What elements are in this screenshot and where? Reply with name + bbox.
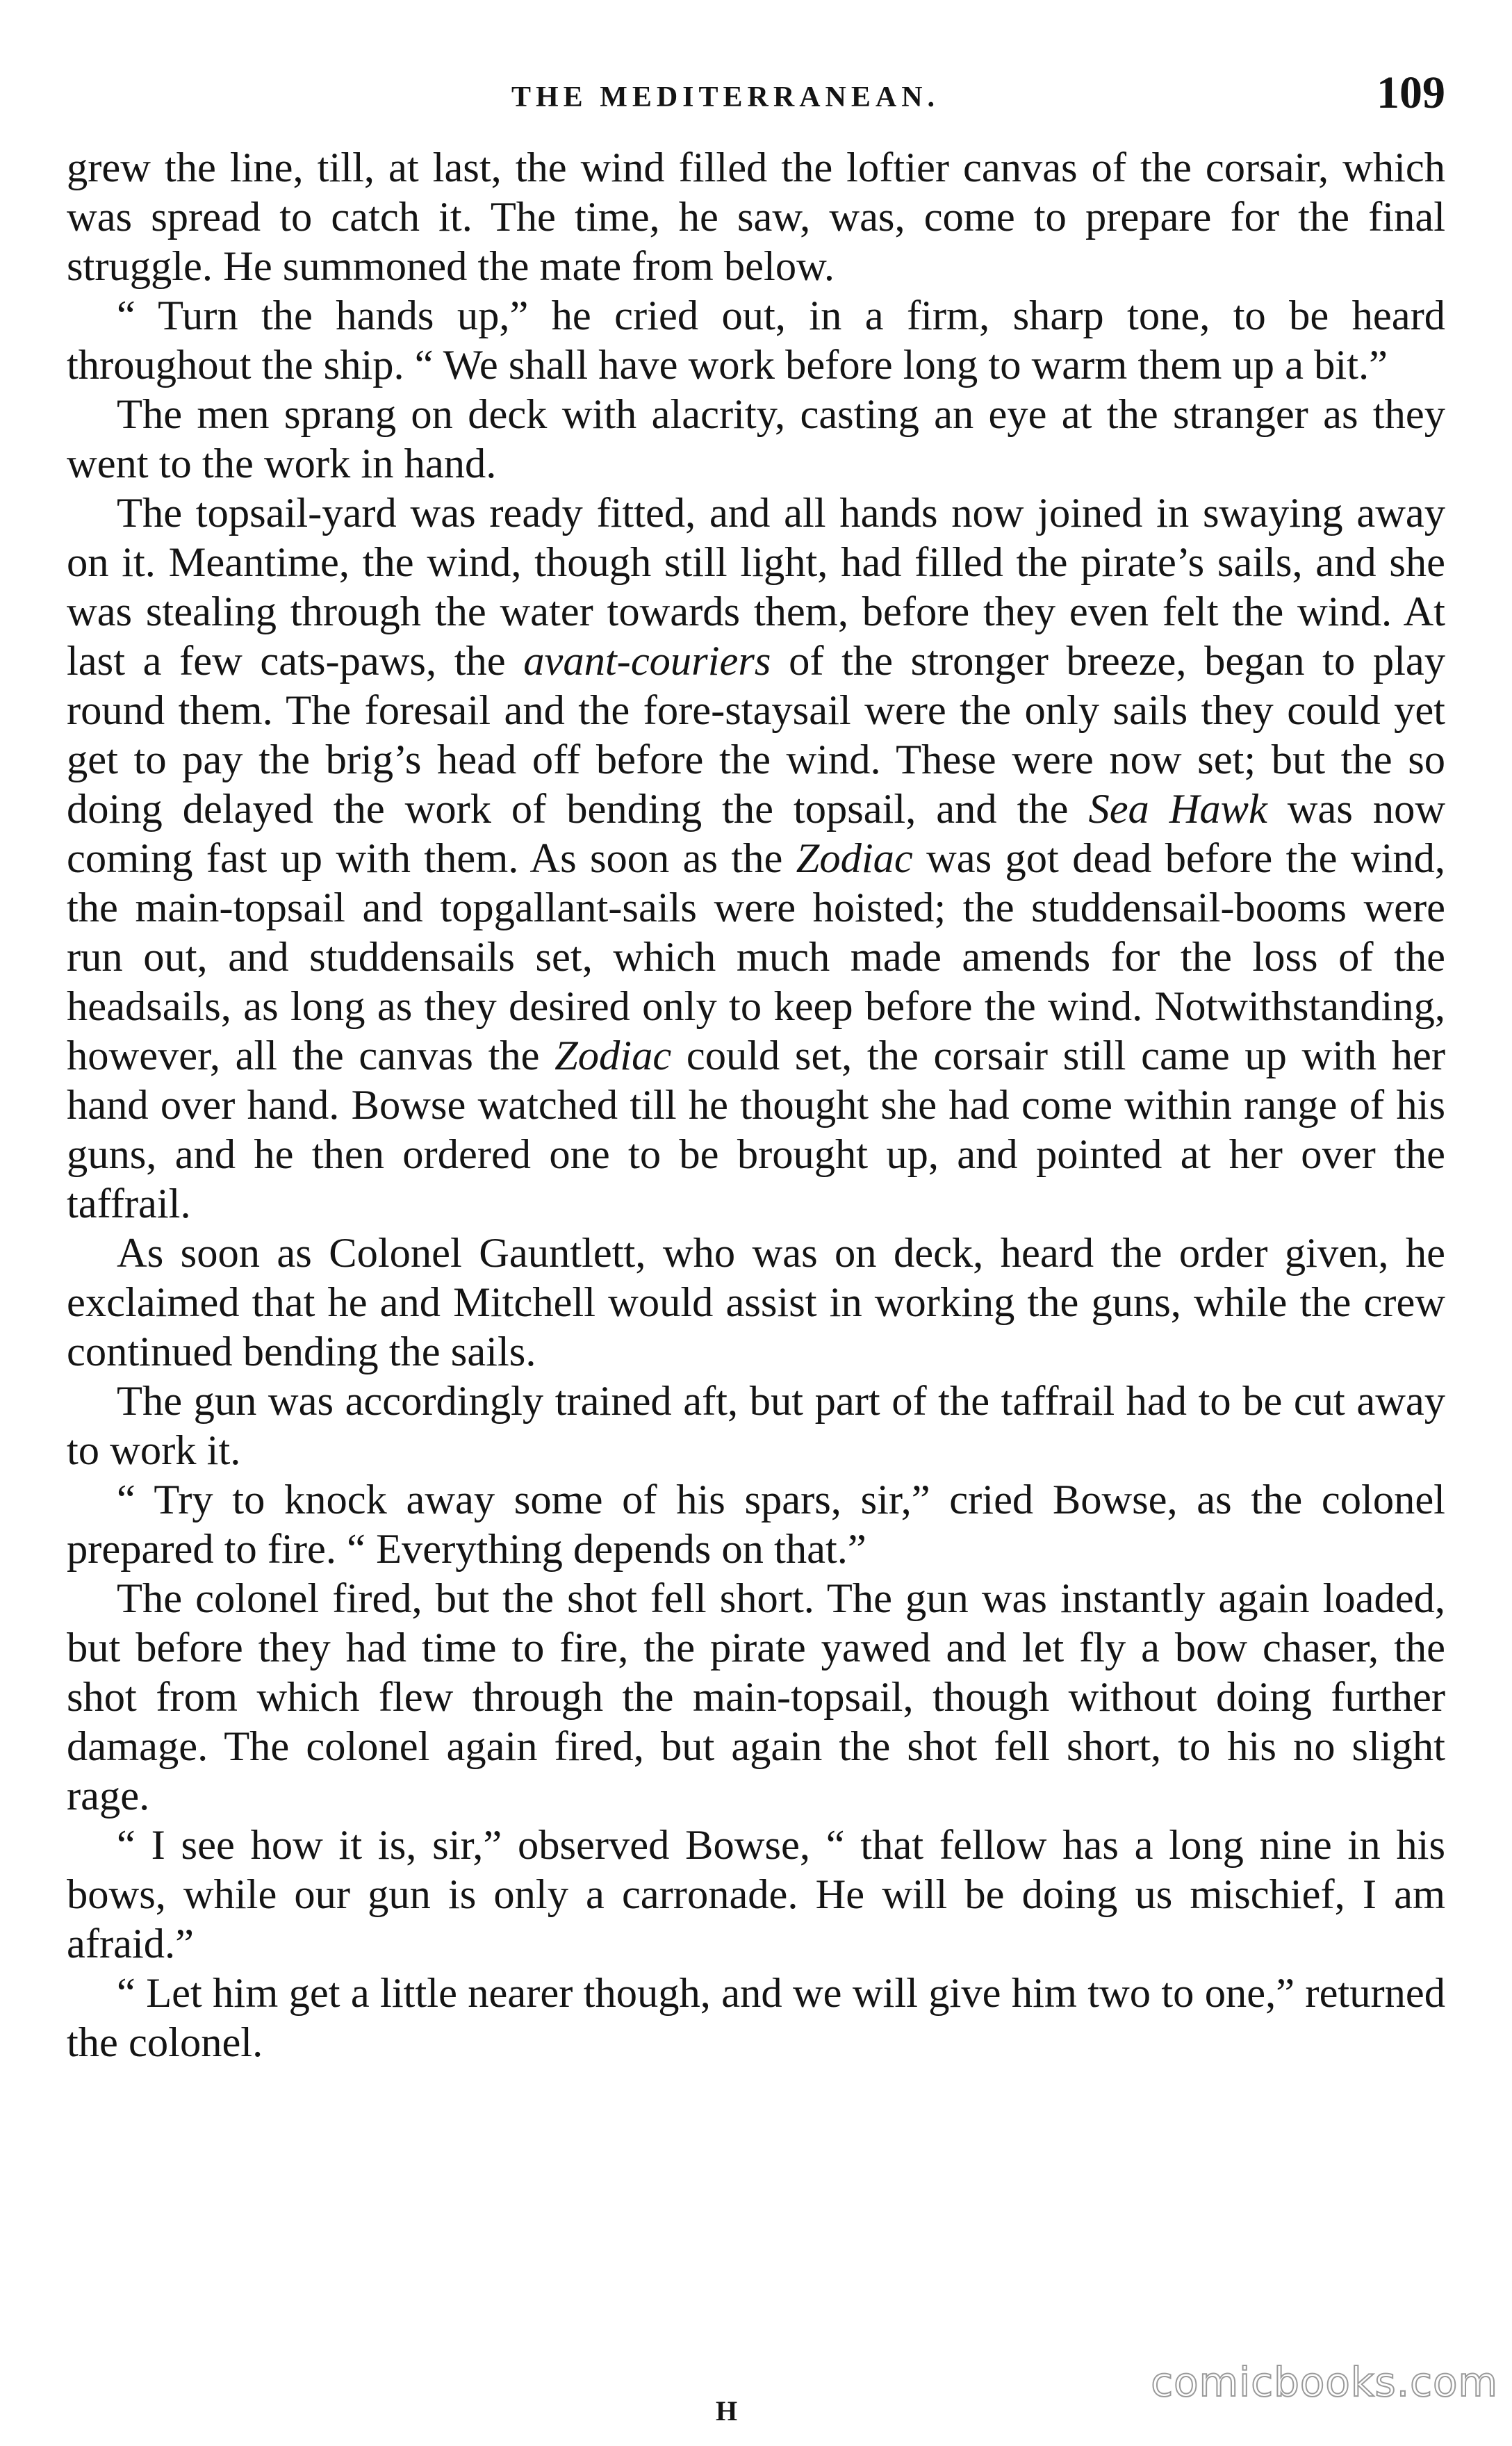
text-run: “ Let him get a little nearer though, and we will give him two to one,” returned the colonel. (67, 1970, 1445, 2066)
text-run: “ Turn the hands up,” he cried out, in a firm, sharp tone, to be heard throughout the ship. “ We shall have work before long to warm them up a bit.” (67, 293, 1445, 388)
text-run: The gun was accordingly trained aft, but part of the taffrail had to be cut away to work it. (67, 1378, 1445, 1474)
italic-text-run: Zodiac (554, 1033, 672, 1079)
text-run: “ Try to knock away some of his spars, sir,” cried Bowse, as the colonel prepared to fire. “ Everything depends on that.” (67, 1477, 1445, 1573)
text-run: “ I see how it is, sir,” observed Bowse, “ that fellow has a long nine in his bows, while our gun is only a carronade. He will be doing us mischief, I am afraid.” (67, 1822, 1445, 1967)
text-run: grew the line, till, at last, the wind filled the loftier canvas of the corsair, which was spread to catch it. The time, he saw, was, come to prepare for the final struggle. He summoned the mate from below. (67, 145, 1445, 290)
text-run: of the stronger breeze, began to play round them. The foresail and the fore-staysail were the only sails they could yet get to pay the brig’s head off before the wind. These were now set; but the so doing delayed the work of bending the topsail, and the (67, 638, 1446, 832)
running-head (67, 67, 1445, 129)
text-run: was got dead before the wind, the main-topsail and topgallant-sails were hoisted; the studdensail-booms were run out, and studdensails set, which much made amends for the loss of the headsails, as long as they desired only to keep before the wind. Notwithstanding, however, all the canvas the (67, 835, 1445, 1079)
body-text (67, 143, 1445, 2067)
italic-text-run: avant-couriers (523, 638, 771, 684)
text-run: The men sprang on deck with alacrity, casting an eye at the stranger as they went to the work in hand. (67, 391, 1445, 487)
paragraph (67, 1229, 1445, 1377)
paragraph (67, 1574, 1445, 1821)
text-run: could set, the corsair still came up with her hand over hand. Bowse watched till he thought she had come within range of his guns, and he then ordered one to be brought up, and pointed at her over the taffrail. (67, 1033, 1445, 1227)
text-run: The colonel fired, but the shot fell short. The gun was instantly again loaded, but before they had time to fire, the pirate yawed and let fly a bow chaser, the shot from which flew through the main-topsail, though without doing further damage. The colonel again fired, but again the shot fell short, to his no slight rage. (67, 1575, 1445, 1819)
page-number: 109 (1377, 67, 1445, 118)
paragraph (67, 390, 1445, 489)
text-run: was now coming fast up with them. As soon as the (67, 786, 1446, 882)
paragraph (67, 1475, 1445, 1574)
watermark: comicbooks.com (1151, 2358, 1498, 2406)
italic-text-run: Sea Hawk (1088, 786, 1267, 832)
paragraph (67, 291, 1445, 390)
running-title: THE MEDITERRANEAN. (511, 81, 940, 113)
text-run: The topsail-yard was ready fitted, and all hands now joined in swaying away on it. Meantime, the wind, though still light, had filled the pirate’s sails, and she was stealing through the water towards them, before they even felt the wind. At last a few cats-paws, the (67, 490, 1445, 684)
paragraph (67, 143, 1445, 291)
paragraph (67, 489, 1445, 1229)
signature-mark: H (716, 2395, 740, 2427)
text-run: As soon as Colonel Gauntlett, who was on deck, heard the order given, he exclaimed that he and Mitchell would assist in working the guns, while the crew continued bending the sails. (67, 1230, 1445, 1375)
paragraph (67, 1969, 1445, 2067)
italic-text-run: Zodiac (796, 835, 913, 882)
paragraph (67, 1377, 1445, 1475)
paragraph (67, 1821, 1445, 1969)
